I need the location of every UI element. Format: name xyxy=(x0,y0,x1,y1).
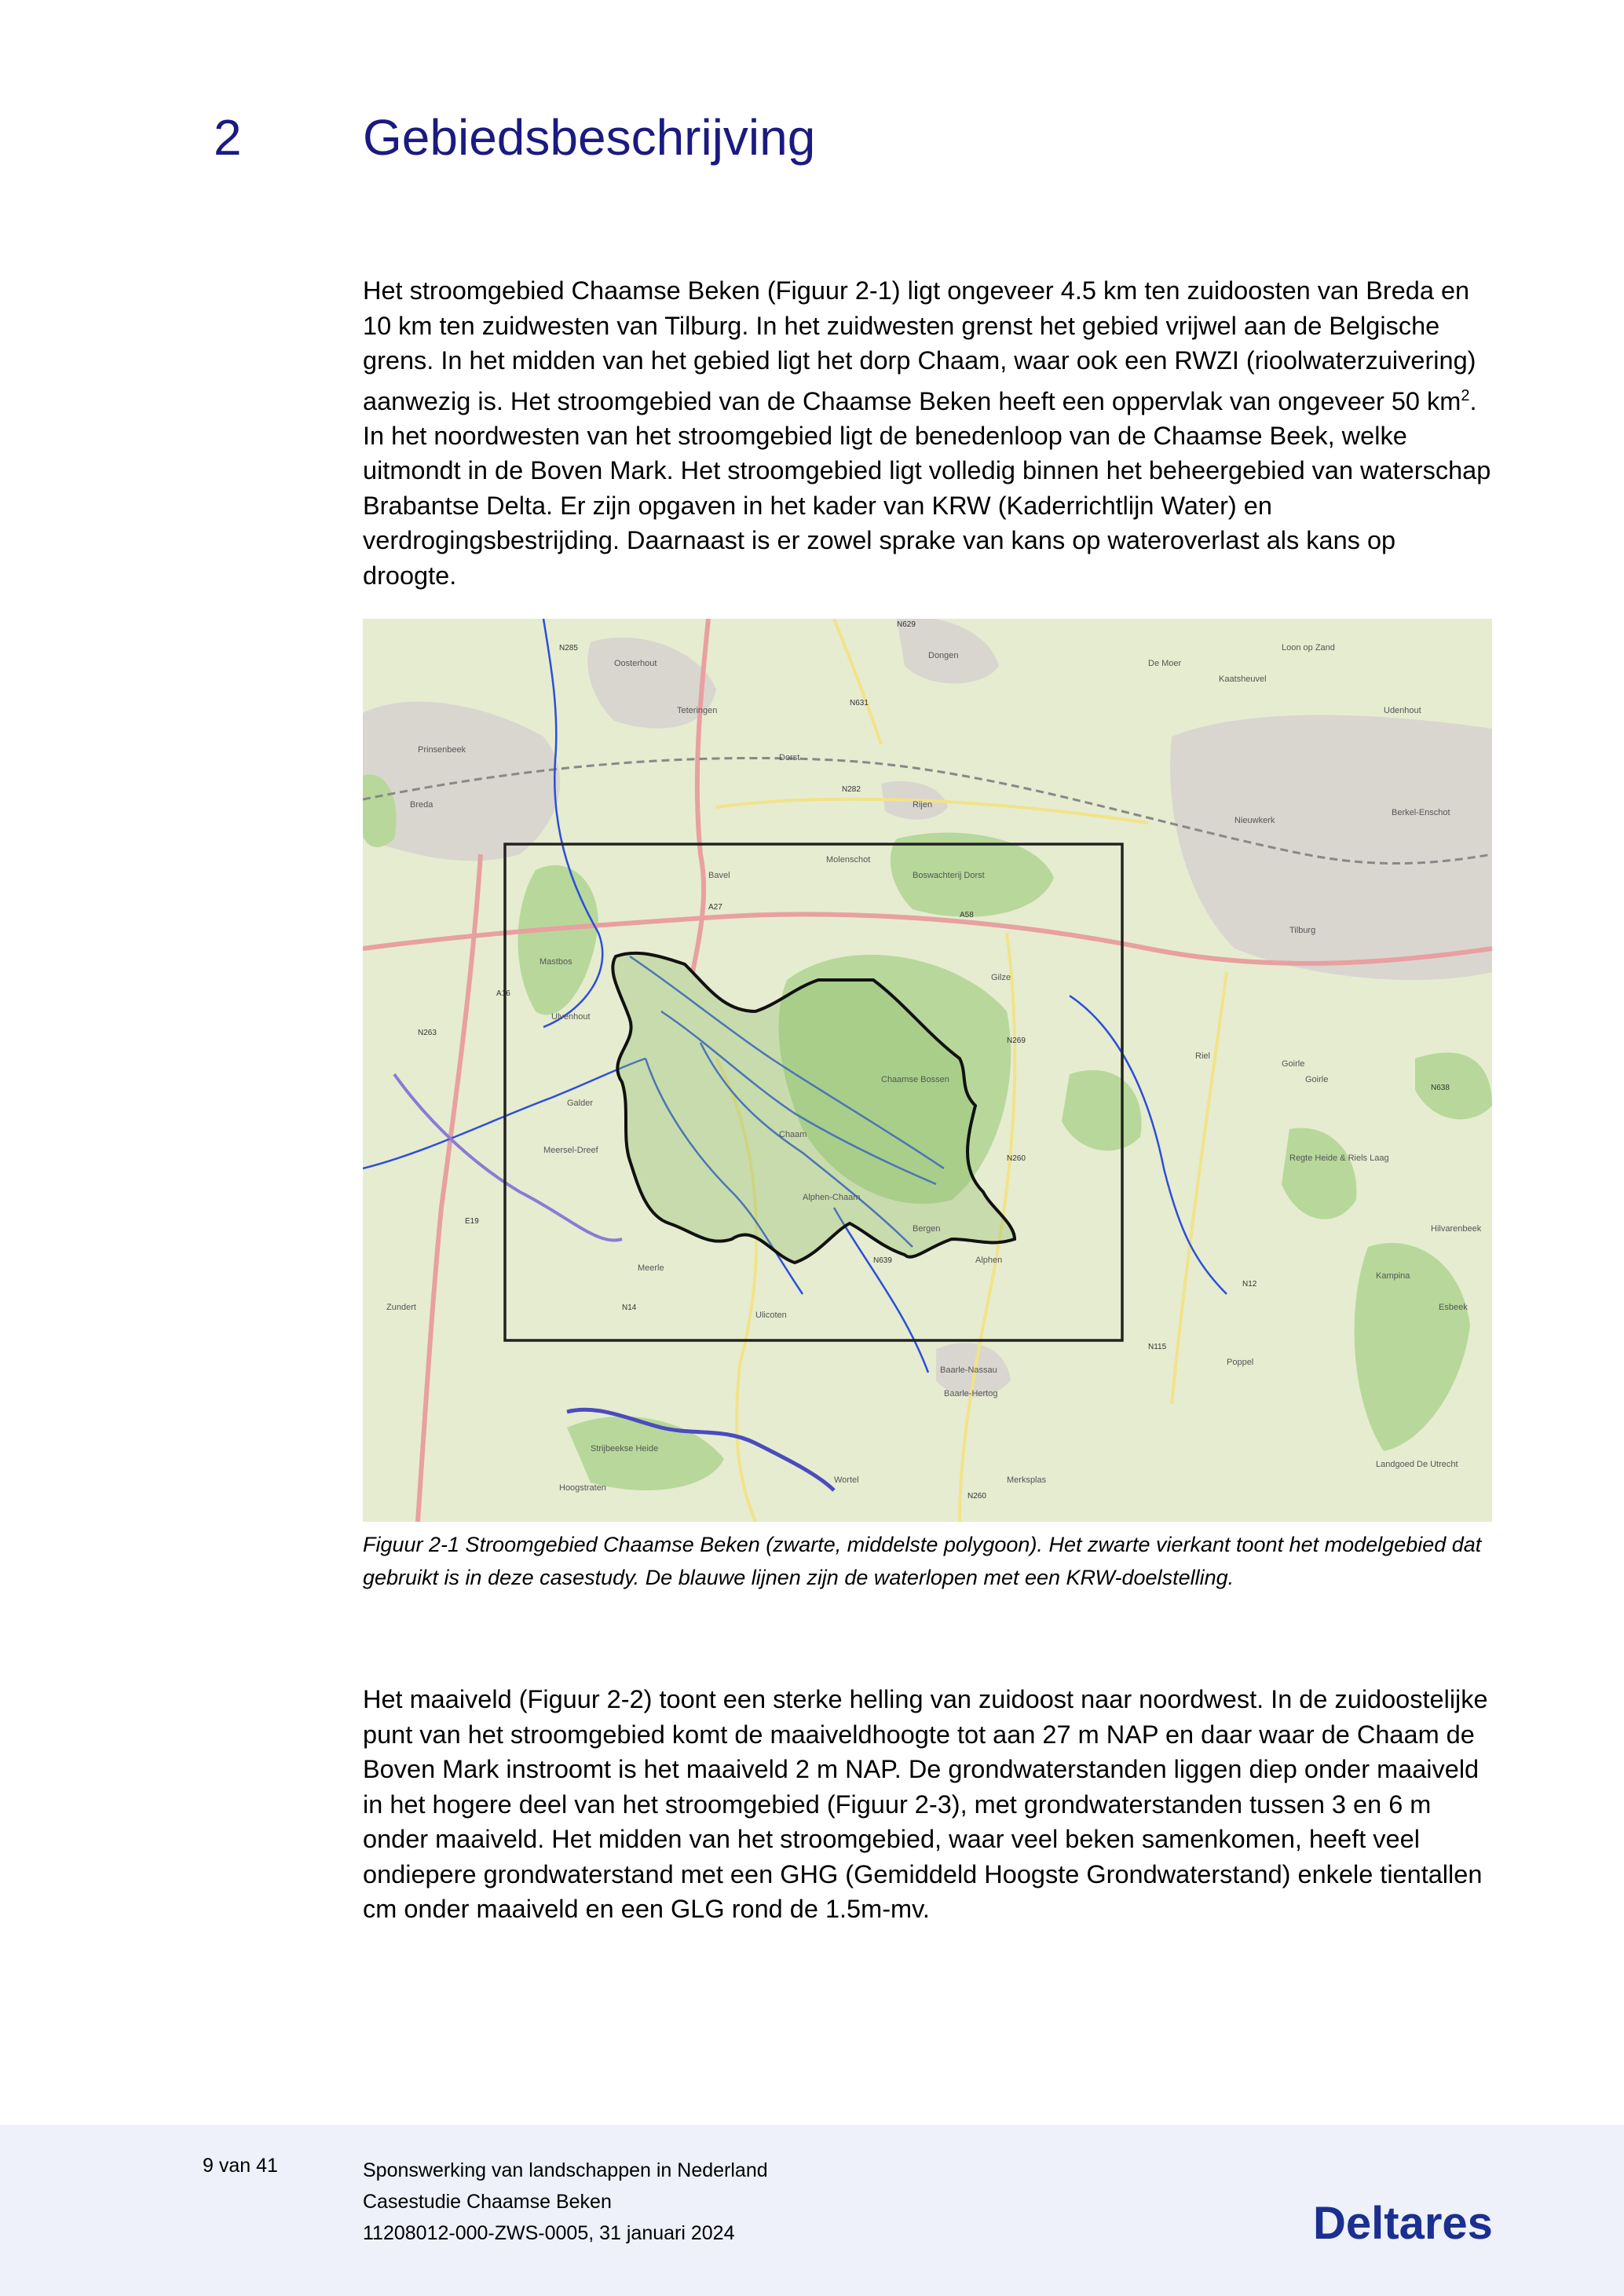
label-e19: E19 xyxy=(465,1217,479,1226)
map-figure xyxy=(363,619,1492,1522)
label-mastbos: Mastbos xyxy=(540,957,572,967)
paragraph-intro-text-a: Het stroomgebied Chaamse Beken (Figuur 2-1) ligt ongeveer 4.5 km ten zuidoosten van Breda en 10 km ten zuidwesten van Tilburg. In het zuidwesten grenst het gebied vrijwel aan de Belgische grens. In het midden van het gebied ligt het dorp Chaam, waar ook een RWZI (rioolwaterzuivering) aanwezig is. Het stroomgebied van de Chaamse Beken heeft een oppervlak van ongeveer 50 km xyxy=(363,276,1476,415)
paragraph-intro-text-b: . In het noordwesten van het stroomgebied ligt de benedenloop van de Chaamse Beek, welke uitmondt in de Boven Mark. Het stroomgebied ligt volledig binnen het beheergebied van waterschap Brabantse Delta. Er zijn opgaven in het kader van KRW (Kaderrichtlijn Water) en verdrogingsbestrijding. Daarnaast is er zowel sprake van kans op wateroverlast als kans op droogte. xyxy=(363,386,1491,590)
label-dongen: Dongen xyxy=(928,651,959,660)
label-landgoed-utrecht: Landgoed De Utrecht xyxy=(1376,1460,1458,1469)
label-tilburg: Tilburg xyxy=(1289,926,1316,935)
label-n263: N263 xyxy=(418,1029,437,1037)
label-n282: N282 xyxy=(842,785,861,794)
label-regte-heide: Regte Heide & Riels Laag xyxy=(1289,1153,1389,1163)
label-n269: N269 xyxy=(1007,1036,1026,1045)
label-berkel-enschot: Berkel-Enschot xyxy=(1392,808,1450,817)
footer-report-title: Sponswerking van landschappen in Nederland xyxy=(363,2159,768,2181)
label-gilze: Gilze xyxy=(991,973,1011,982)
footer-info xyxy=(363,2155,768,2249)
label-a16: A16 xyxy=(496,989,510,998)
label-de-moer: De Moer xyxy=(1148,659,1182,668)
label-dorst: Dorst xyxy=(779,753,800,762)
label-hilvarenbeek: Hilvarenbeek xyxy=(1431,1224,1482,1234)
label-meerle: Meerle xyxy=(638,1263,664,1273)
label-a58: A58 xyxy=(960,911,974,919)
label-loon-op-zand: Loon op Zand xyxy=(1282,643,1335,653)
label-boswachterij-dorst: Boswachterij Dorst xyxy=(913,871,985,880)
superscript-2: 2 xyxy=(1461,386,1470,404)
label-n629: N629 xyxy=(897,620,916,629)
footer-case-study: Casestudie Chaamse Beken xyxy=(363,2191,612,2213)
label-teteringen: Teteringen xyxy=(677,706,718,715)
label-n12: N12 xyxy=(1242,1280,1257,1289)
label-meersel-dreef: Meersel-Dreef xyxy=(543,1146,598,1155)
label-kampina: Kampina xyxy=(1376,1271,1410,1281)
label-bavel: Bavel xyxy=(708,871,730,880)
label-chaamse-bossen: Chaamse Bossen xyxy=(881,1075,949,1084)
label-ulicoten: Ulicoten xyxy=(755,1311,787,1320)
label-a27: A27 xyxy=(708,903,722,912)
label-goirle-2: Goirle xyxy=(1305,1075,1329,1084)
label-prinsenbeek: Prinsenbeek xyxy=(418,745,466,755)
paragraph-maaiveld: Het maaiveld (Figuur 2-2) toont een sterke helling van zuidoost naar noordwest. In de zuidoostelijke punt van het stroomgebied komt de maaiveldhoogte tot aan 27 m NAP en daar waar de Chaam de Boven Mark instroomt is het maaiveld 2 m NAP. De grondwaterstanden liggen diep onder maaiveld in het hogere deel van het stroomgebied (Figuur 2-3), met grondwaterstanden tussen 3 en 6 m onder maaiveld. Het midden van het stroomgebied, waar veel beken samenkomen, heeft veel ondiepere grondwaterstand met een GHG (Gemiddeld Hoogste Grondwaterstand) enkele tientallen cm onder maaiveld en een GLG rond de 1.5m-mv. xyxy=(363,1685,1488,1923)
label-molenschot: Molenschot xyxy=(826,855,871,865)
label-merksplas: Merksplas xyxy=(1007,1475,1047,1485)
label-poppel: Poppel xyxy=(1227,1358,1254,1367)
label-n260: N260 xyxy=(967,1492,986,1501)
label-alphen-chaam: Alphen-Chaam xyxy=(803,1193,861,1202)
label-baarle-nassau: Baarle-Nassau xyxy=(940,1366,997,1375)
label-n115: N115 xyxy=(1148,1343,1167,1351)
label-n14: N14 xyxy=(622,1303,637,1312)
label-rijen: Rijen xyxy=(913,800,933,810)
label-wortel: Wortel xyxy=(834,1475,859,1485)
label-goirle: Goirle xyxy=(1282,1059,1305,1069)
label-strijbeekse-heide: Strijbeekse Heide xyxy=(591,1444,659,1453)
label-riel: Riel xyxy=(1195,1051,1210,1061)
label-udenhout: Udenhout xyxy=(1384,706,1421,715)
label-alphen: Alphen xyxy=(975,1256,1003,1265)
label-bergen: Bergen xyxy=(913,1224,941,1234)
page-number: 9 van 41 xyxy=(203,2155,278,2177)
label-oosterhout: Oosterhout xyxy=(614,659,657,668)
label-ulvenhout: Ulvenhout xyxy=(551,1012,591,1022)
chapter-title: Gebiedsbeschrijving xyxy=(363,109,816,166)
deltares-logo xyxy=(1313,2195,1517,2250)
label-hoogstraten: Hoogstraten xyxy=(559,1483,606,1493)
label-galder: Galder xyxy=(567,1099,594,1108)
label-n285: N285 xyxy=(559,644,578,653)
label-n639: N639 xyxy=(873,1256,892,1265)
paragraph-intro xyxy=(363,273,1494,593)
label-esbeek: Esbeek xyxy=(1439,1303,1468,1312)
map-graphic xyxy=(363,619,1492,1522)
label-kaatsheuvel: Kaatsheuvel xyxy=(1219,675,1267,684)
deltares-logo-text: Deltares xyxy=(1313,2198,1493,2249)
footer-report-id-date: 11208012-000-ZWS-0005, 31 januari 2024 xyxy=(363,2222,735,2244)
label-chaam: Chaam xyxy=(779,1130,807,1139)
figure-caption: Figuur 2-1 Stroomgebied Chaamse Beken (zwarte, middelste polygoon). Het zwarte vierkant toont het modelgebied dat gebruikt is in deze casestudy. De blauwe lijnen zijn de waterlopen met een KRW-doelstelling. xyxy=(363,1533,1482,1589)
label-zundert: Zundert xyxy=(386,1303,416,1312)
label-nieuwkerk: Nieuwkerk xyxy=(1234,816,1275,825)
label-baarle-hertog: Baarle-Hertog xyxy=(944,1389,998,1398)
chapter-number: 2 xyxy=(214,109,242,166)
deltares-logo-graphic xyxy=(1313,2195,1517,2250)
label-breda: Breda xyxy=(410,800,433,810)
label-n638: N638 xyxy=(1431,1084,1450,1092)
label-n631: N631 xyxy=(850,699,869,707)
label-n260-2: N260 xyxy=(1007,1154,1026,1163)
